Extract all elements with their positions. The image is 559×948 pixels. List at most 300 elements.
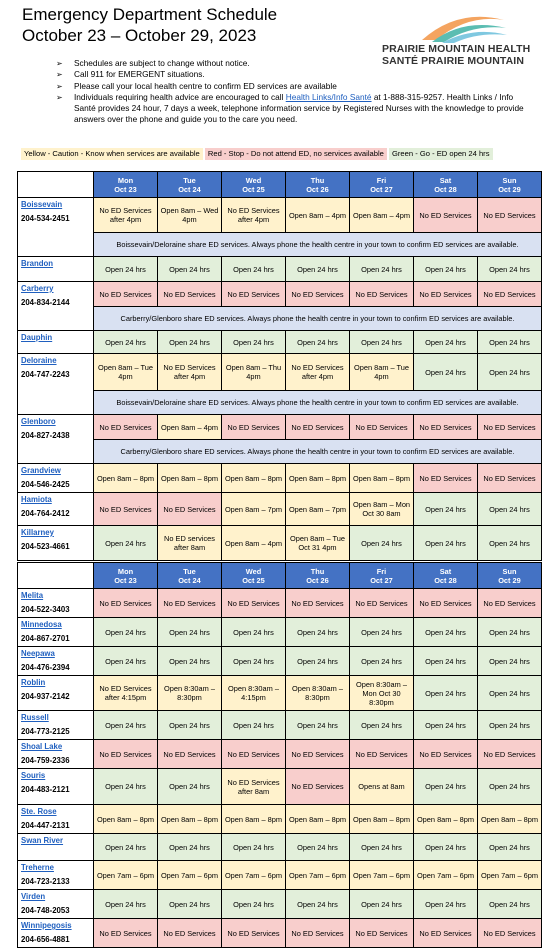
town-row [18,331,542,354]
schedule-cell: Open 7am – 6pm [286,861,350,890]
schedule-cell: Open 8am – 4pm [158,415,222,440]
town-name-link[interactable]: Hamiota [21,495,52,504]
day-header-cell [478,563,542,589]
schedule-cell: Open 8am – 8pm [158,464,222,493]
day-header-cell [286,563,350,589]
header-corner-cell [18,563,94,589]
town-row [18,589,542,618]
document-header [22,4,277,46]
schedule-cell: No ED Services [414,589,478,618]
schedule-cell: Open 24 hrs [414,618,478,647]
schedule-cell: Open 7am – 6pm [478,861,542,890]
schedule-cell: Open 8am – Tue Oct 31 4pm [286,526,350,561]
town-phone: 204-483-2121 [21,785,70,794]
town-row [18,282,542,307]
schedule-cell: Open 24 hrs [350,890,414,919]
schedule-cell: Open 24 hrs [478,526,542,561]
legend-red: Red - Stop - Do not attend ED, no services available [205,148,387,160]
schedule-cell: Open 24 hrs [286,834,350,861]
town-cell [18,890,94,919]
day-header-cell [222,563,286,589]
town-phone: 204-937-2142 [21,692,70,701]
town-cell [18,331,94,354]
town-phone: 204-447-2131 [21,821,70,830]
town-row [18,464,542,493]
schedule-cell: Open 24 hrs [158,711,222,740]
day-date: Oct 25 [242,184,265,194]
schedule-cell: No ED Services after 4pm [222,198,286,233]
schedule-cell: Open 24 hrs [478,647,542,676]
schedule-cell: No ED Services [350,282,414,307]
day-date: Oct 24 [178,575,201,585]
schedule-cell: Open 24 hrs [414,647,478,676]
schedule-cell: No ED Services [286,769,350,805]
schedule-cell: Open 8am – 8pm [94,464,158,493]
color-legend [21,148,493,160]
notice-item [56,92,536,126]
shared-services-note-row [18,440,542,464]
schedule-cell: Open 24 hrs [94,711,158,740]
day-date: Oct 24 [178,184,201,194]
schedule-cell: No ED Services [478,415,542,440]
town-row [18,526,542,561]
schedule-cell: Open 24 hrs [286,890,350,919]
town-name-link[interactable]: Carberry [21,284,54,293]
schedule-cell: No ED Services [478,919,542,948]
town-phone: 204-723-2133 [21,877,70,886]
schedule-cell: Open 8am – 8pm [350,464,414,493]
schedule-cell: Open 8am – 4pm [350,198,414,233]
town-cell [18,526,94,561]
schedule-cell: Open 24 hrs [414,493,478,526]
town-row [18,834,542,861]
town-name-link[interactable]: Ste. Rose [21,807,57,816]
notice-list [56,58,536,126]
schedule-cell: No ED Services after 4:15pm [94,676,158,711]
shared-services-note-row [18,233,542,257]
notice-text: Individuals requiring health advice are encouraged to call [74,91,286,102]
schedule-cell: Open 24 hrs [94,526,158,561]
town-cell [18,464,94,493]
schedule-cell: Open 24 hrs [222,257,286,282]
schedule-cell: Open 24 hrs [94,890,158,919]
town-cell [18,834,94,861]
town-name-link[interactable]: Treherne [21,863,54,872]
schedule-cell: Open 24 hrs [478,331,542,354]
schedule-cell: Open 8am – 8pm [414,805,478,834]
town-cell [18,198,94,257]
town-name-link[interactable]: Boissevain [21,200,63,209]
schedule-cell: Open 24 hrs [222,890,286,919]
town-name-link[interactable]: Killarney [21,528,54,537]
schedule-cell: Open 24 hrs [350,526,414,561]
town-cell [18,589,94,618]
schedule-cell: Open 24 hrs [478,618,542,647]
schedule-cell: No ED Services [414,198,478,233]
town-cell [18,354,94,415]
schedule-cell: No ED Services [350,740,414,769]
schedule-cell: Open 24 hrs [478,493,542,526]
day-name: Sun [502,175,517,185]
town-row [18,919,542,948]
day-name: Tue [183,566,196,576]
schedule-cell: Open 7am – 6pm [350,861,414,890]
schedule-cell: Opens at 8am [350,769,414,805]
shared-services-note: Carberry/Glenboro share ED services. Always phone the health centre in your town to confirm ED services are available. [94,307,542,331]
schedule-table-part-1 [17,171,542,561]
schedule-cell: No ED Services [222,740,286,769]
schedule-cell: No ED Services [414,282,478,307]
schedule-cell: No ED Services [222,589,286,618]
town-row [18,257,542,282]
schedule-cell: Open 24 hrs [222,618,286,647]
day-date: Oct 26 [306,575,329,585]
day-header-cell [222,172,286,198]
schedule-cell: Open 24 hrs [94,834,158,861]
day-header-cell [478,172,542,198]
day-header-cell [94,563,158,589]
schedule-cell: No ED Services [414,464,478,493]
schedule-cell: No ED Services [478,198,542,233]
day-header-cell [414,563,478,589]
town-row [18,198,542,233]
schedule-cell: Open 8:30am – 8:30pm [286,676,350,711]
schedule-cell: Open 7am – 6pm [222,861,286,890]
town-name-link[interactable]: Melita [21,591,44,600]
day-header-cell [94,172,158,198]
town-row [18,861,542,890]
schedule-table-part-2 [17,562,542,948]
schedule-cell: Open 24 hrs [158,618,222,647]
town-phone: 204-834-2144 [21,298,70,307]
day-date: Oct 28 [434,184,457,194]
town-name-link[interactable]: Roblin [21,678,46,687]
schedule-cell: No ED services after 8am [158,526,222,561]
schedule-cell: Open 24 hrs [286,618,350,647]
schedule-cell: No ED Services [414,415,478,440]
town-cell [18,493,94,526]
day-date: Oct 25 [242,575,265,585]
schedule-cell: Open 8am – 8pm [222,805,286,834]
schedule-cell: Open 24 hrs [350,647,414,676]
schedule-cell: Open 24 hrs [94,647,158,676]
town-phone: 204-748-2053 [21,906,70,915]
notice-item: ➢ Call 911 for EMERGENT situations. [56,69,536,80]
schedule-cell: Open 24 hrs [414,331,478,354]
schedule-cell: Open 24 hrs [286,257,350,282]
schedule-cell: No ED Services [350,415,414,440]
town-name-link[interactable]: Minnedosa [21,620,62,629]
schedule-cell: No ED Services [94,415,158,440]
health-links-link[interactable]: Health Links/Info Santé [285,91,372,102]
shared-services-note: Boissevain/Deloraine share ED services. Always phone the health centre in your town to confirm ED services are available. [94,391,542,415]
schedule-cell: Open 24 hrs [94,618,158,647]
schedule-cell: Open 24 hrs [350,711,414,740]
schedule-cell: Open 24 hrs [94,769,158,805]
town-cell [18,647,94,676]
day-date: Oct 26 [306,184,329,194]
schedule-cell: No ED Services [158,493,222,526]
town-phone: 204-523-4661 [21,542,70,551]
schedule-cell: Open 24 hrs [222,834,286,861]
town-phone: 204-867-2701 [21,634,70,643]
town-cell [18,676,94,711]
day-name: Sat [439,566,452,576]
day-header-cell [158,172,222,198]
shared-services-note-row [18,391,542,415]
schedule-cell: No ED Services after 4pm [158,354,222,391]
town-name-link[interactable]: Dauphin [21,333,53,342]
day-header-row [18,172,542,198]
schedule-cell: Open 24 hrs [478,711,542,740]
town-name-link[interactable]: Russell [21,713,49,722]
town-row [18,890,542,919]
town-row [18,618,542,647]
day-header-cell [350,563,414,589]
schedule-cell: Open 8am – Tue 4pm [350,354,414,391]
day-date: Oct 23 [114,575,137,585]
notice-item: ➢ Schedules are subject to change without notice. [56,58,536,69]
schedule-cell: No ED Services [94,919,158,948]
day-date: Oct 28 [434,575,457,585]
shared-services-note: Boissevain/Deloraine share ED services. Always phone the health centre in your town to confirm ED services are available. [94,233,542,257]
schedule-cell: Open 24 hrs [414,676,478,711]
logo-text-en: PRAIRIE MOUNTAIN HEALTH [382,43,531,55]
schedule-cell: No ED Services [286,282,350,307]
town-row [18,415,542,440]
schedule-cell: Open 8am – 8pm [286,464,350,493]
schedule-cell: Open 8am – Thu 4pm [222,354,286,391]
notice-item: ➢ Please call your local health centre to confirm ED services are available [56,81,536,92]
town-phone: 204-534-2451 [21,214,70,223]
day-date: Oct 27 [370,184,393,194]
day-name: Fri [376,566,387,576]
schedule-cell: No ED Services [94,493,158,526]
town-phone: 204-476-2394 [21,663,70,672]
schedule-cell: Open 24 hrs [478,676,542,711]
town-phone: 204-522-3403 [21,605,70,614]
schedule-cell: Open 24 hrs [94,257,158,282]
shared-services-note-row [18,307,542,331]
schedule-cell: Open 24 hrs [478,257,542,282]
town-row [18,805,542,834]
notice-text: at 1-888-315-9257. Health Links / Info Santé provides 24 hour, 7 days a week, telephone information service by Registered Nurses with the knowledge to provide answers over the phone and guide you to the care you need. [74,91,524,125]
legend-green: Green - Go - ED open 24 hrs [389,148,493,160]
schedule-cell: Open 24 hrs [222,331,286,354]
schedule-cell: No ED Services [286,589,350,618]
schedule-cell: No ED Services [478,589,542,618]
schedule-cell: No ED Services [478,282,542,307]
schedule-cell: Open 8am – 7pm [286,493,350,526]
town-row [18,493,542,526]
schedule-cell: No ED Services after 4pm [286,354,350,391]
schedule-cell: No ED Services [478,464,542,493]
schedule-cell: No ED Services [94,282,158,307]
schedule-cell: Open 24 hrs [94,331,158,354]
town-row [18,769,542,805]
town-name-link[interactable]: Swan River [21,836,64,845]
schedule-cell: Open 8:30am – 4:15pm [222,676,286,711]
town-cell [18,919,94,948]
schedule-cell: Open 24 hrs [478,834,542,861]
schedule-cell: Open 8am – 8pm [94,805,158,834]
page-title: Emergency Department Schedule [22,5,278,24]
town-name-link[interactable]: Grandview [21,466,61,475]
schedule-cell: Open 8am – 8pm [478,805,542,834]
schedule-cell: Open 7am – 6pm [414,861,478,890]
schedule-cell: Open 24 hrs [414,890,478,919]
schedule-cell: Open 24 hrs [478,354,542,391]
town-row [18,676,542,711]
schedule-cell: Open 24 hrs [158,890,222,919]
town-row [18,740,542,769]
schedule-cell: No ED Services [350,919,414,948]
town-name-link[interactable]: Winnipegosis [21,921,72,930]
schedule-cell: Open 24 hrs [478,890,542,919]
schedule-cell: No ED Services [158,919,222,948]
schedule-cell: Open 24 hrs [286,647,350,676]
schedule-cell: Open 8:30am – 8:30pm [158,676,222,711]
schedule-cell: No ED Services [414,919,478,948]
town-cell [18,769,94,805]
day-name: Sat [439,175,452,185]
town-phone: 204-773-2125 [21,727,70,736]
schedule-cell: Open 7am – 6pm [158,861,222,890]
town-name-link[interactable]: Virden [21,892,46,901]
schedule-cell: Open 24 hrs [158,769,222,805]
schedule-cell: Open 24 hrs [158,834,222,861]
schedule-cell: Open 24 hrs [350,257,414,282]
town-name-link[interactable]: Shoal Lake [21,742,63,751]
day-date: Oct 29 [498,575,521,585]
day-header-row [18,563,542,589]
town-cell [18,740,94,769]
schedule-cell: Open 8am – 8pm [286,805,350,834]
schedule-cell: Open 8am – 8pm [158,805,222,834]
town-name-link[interactable]: Deloraine [21,356,57,365]
schedule-cell: No ED Services [222,919,286,948]
shared-services-note: Carberry/Glenboro share ED services. Always phone the health centre in your town to confirm ED services are available. [94,440,542,464]
schedule-cell: No ED Services [222,282,286,307]
schedule-cell: Open 8am – 8pm [222,464,286,493]
schedule-cell: Open 24 hrs [478,769,542,805]
town-cell [18,861,94,890]
day-name: Sun [502,566,517,576]
schedule-cell: Open 24 hrs [286,331,350,354]
schedule-cell: No ED Services [94,740,158,769]
schedule-cell: Open 24 hrs [350,834,414,861]
day-header-cell [414,172,478,198]
day-name: Mon [117,566,134,576]
schedule-cell: Open 24 hrs [414,711,478,740]
page-subtitle: October 23 – October 29, 2023 [22,26,257,45]
town-phone: 204-656-4881 [21,935,70,944]
day-date: Oct 23 [114,184,137,194]
schedule-cell: Open 24 hrs [414,354,478,391]
town-row [18,354,542,391]
day-header-cell [286,172,350,198]
schedule-cell: Open 8am – 4pm [222,526,286,561]
town-cell [18,711,94,740]
logo-swoosh-icon [418,10,508,44]
day-name: Fri [376,175,387,185]
schedule-cell: No ED Services after 4pm [94,198,158,233]
schedule-cell: No ED Services [478,740,542,769]
town-phone: 204-764-2412 [21,509,70,518]
day-header-cell [350,172,414,198]
town-name-link[interactable]: Neepawa [21,649,55,658]
schedule-cell: No ED Services [414,740,478,769]
schedule-cell: Open 8am – Tue 4pm [94,354,158,391]
schedule-cell: No ED Services [286,919,350,948]
schedule-cell: Open 8am – Mon Oct 30 8am [350,493,414,526]
town-cell [18,805,94,834]
schedule-cell: Open 8:30am – Mon Oct 30 8:30pm [350,676,414,711]
schedule-cell: Open 24 hrs [222,711,286,740]
day-name: Wed [245,566,262,576]
schedule-cell: No ED Services [158,740,222,769]
schedule-cell: Open 24 hrs [158,647,222,676]
schedule-cell: Open 7am – 6pm [94,861,158,890]
day-name: Wed [245,175,262,185]
schedule-cell: Open 24 hrs [222,647,286,676]
town-phone: 204-546-2425 [21,480,70,489]
town-phone: 204-759-2336 [21,756,70,765]
schedule-cell: No ED Services [286,740,350,769]
town-name-link[interactable]: Souris [21,771,46,780]
schedule-cell: No ED Services [158,589,222,618]
day-header-cell [158,563,222,589]
schedule-cell: Open 8am – 8pm [350,805,414,834]
schedule-cell: No ED Services [94,589,158,618]
town-phone: 204-747-2243 [21,370,70,379]
town-name-link[interactable]: Brandon [21,259,54,268]
schedule-cell: Open 24 hrs [286,711,350,740]
schedule-cell: No ED Services [350,589,414,618]
schedule-cell: Open 24 hrs [158,257,222,282]
day-date: Oct 27 [370,575,393,585]
day-name: Mon [117,175,134,185]
schedule-cell: Open 8am – Wed 4pm [158,198,222,233]
header-corner-cell [18,172,94,198]
town-cell [18,415,94,464]
logo-text-fr: SANTÉ PRAIRIE MOUNTAIN [382,55,525,67]
schedule-cell: Open 24 hrs [158,331,222,354]
day-name: Tue [183,175,196,185]
schedule-cell: No ED Services [286,415,350,440]
day-name: Thu [310,566,325,576]
schedule-cell: Open 24 hrs [414,769,478,805]
day-date: Oct 29 [498,184,521,194]
schedule-cell: Open 8am – 4pm [286,198,350,233]
day-name: Thu [310,175,325,185]
legend-yellow: Yellow - Caution - Know when services are available [21,148,203,160]
town-cell [18,257,94,282]
schedule-cell: No ED Services [158,282,222,307]
schedule-cell: Open 24 hrs [350,331,414,354]
schedule-cell: Open 24 hrs [414,257,478,282]
town-phone: 204-827-2438 [21,431,70,440]
schedule-cell: No ED Services [222,415,286,440]
town-row [18,647,542,676]
town-row [18,711,542,740]
schedule-cell: Open 8am – 7pm [222,493,286,526]
town-cell [18,618,94,647]
schedule-cell: Open 24 hrs [414,526,478,561]
town-name-link[interactable]: Glenboro [21,417,56,426]
schedule-cell: Open 24 hrs [414,834,478,861]
schedule-cell: Open 24 hrs [350,618,414,647]
